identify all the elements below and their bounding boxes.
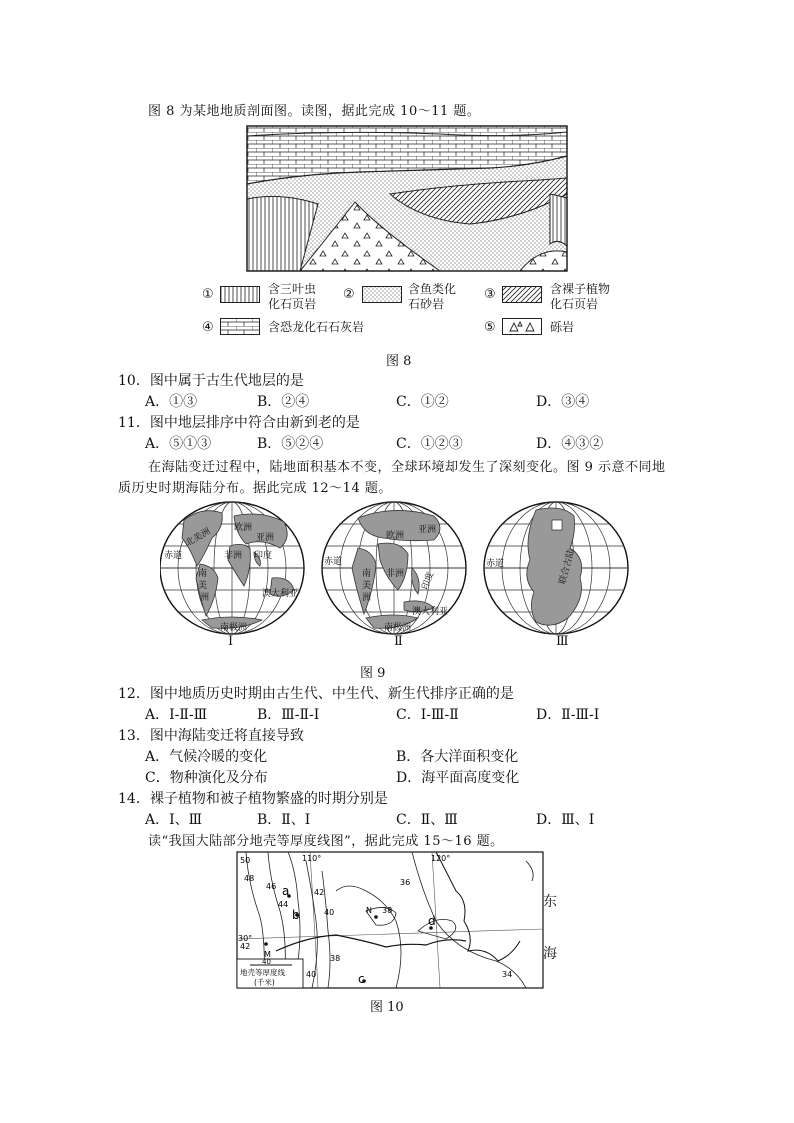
figure-8-caption: 图 8 bbox=[386, 354, 412, 369]
contour-label-42b: 42 bbox=[240, 942, 251, 951]
globe1-label-asia: 亚洲 bbox=[256, 533, 275, 543]
globe2-numeral: Ⅱ bbox=[394, 634, 403, 649]
globe3-label-pangaea: 联合古陆 bbox=[557, 548, 577, 586]
q14-option-c[interactable]: C．Ⅱ、Ⅲ bbox=[396, 812, 458, 828]
globe1-numeral: Ⅰ bbox=[228, 634, 234, 649]
legend-sample-value: 40 bbox=[262, 958, 271, 966]
contour-label-38: 38 bbox=[382, 906, 393, 915]
q11-option-d[interactable]: D．④③② bbox=[536, 436, 604, 452]
globe2-label-america: 美 bbox=[362, 581, 372, 591]
contour-label-34: 34 bbox=[502, 970, 513, 979]
legend-swatch-brick bbox=[220, 318, 260, 335]
geologic-section-figure bbox=[240, 124, 570, 274]
q10-option-c[interactable]: C．①② bbox=[396, 394, 449, 410]
point-a-label: a bbox=[282, 884, 290, 898]
contour-label-42: 42 bbox=[314, 888, 325, 897]
question-11-stem: 11．图中地层排序中符合由新到老的是 bbox=[118, 415, 360, 431]
question-10-stem: 10．图中属于古生代地层的是 bbox=[118, 373, 304, 389]
globe1-label-antarctica: 南极洲 bbox=[220, 623, 248, 633]
q13-option-a[interactable]: A．气候冷暖的变化 bbox=[145, 749, 268, 765]
point-b-label: b bbox=[292, 908, 300, 922]
contour-label-44: 44 bbox=[278, 900, 289, 909]
lat-30-label: 30° bbox=[238, 934, 253, 943]
contour-label-46: 46 bbox=[266, 882, 277, 891]
contour-label-38b: 38 bbox=[330, 954, 341, 963]
intro-text-2a: 在海陆变迁过程中，陆地面积基本不变，全球环境却发生了深刻变化。图 9 示意不同地 bbox=[148, 460, 666, 475]
legend-title: 地壳等厚度线 bbox=[240, 968, 285, 977]
globe1-label-europe: 欧洲 bbox=[234, 523, 253, 533]
q12-option-c[interactable]: C．Ⅰ-Ⅲ-Ⅱ bbox=[396, 707, 459, 723]
q11-option-b[interactable]: B．⑤②④ bbox=[257, 436, 324, 452]
intro-text-1: 图 8 为某地地质剖面图。读图，据此完成 10～11 题。 bbox=[148, 104, 481, 119]
globe1-label-australia: 澳大利亚 bbox=[262, 589, 299, 599]
globe2-label-india: 印度 bbox=[420, 570, 437, 592]
q13-option-b[interactable]: B．各大洋面积变化 bbox=[396, 749, 519, 765]
fig8-legend bbox=[198, 284, 638, 344]
legend-num-2: ② bbox=[343, 287, 355, 302]
question-12-stem: 12．图中地质历史时期由古生代、中生代、新生代排序正确的是 bbox=[118, 686, 514, 702]
legend-swatch-vertical-lines bbox=[220, 286, 260, 303]
legend-num-4: ④ bbox=[202, 320, 214, 335]
point-d-label: d bbox=[428, 914, 436, 928]
globe1-label-india: 印度 bbox=[254, 551, 273, 561]
legend-swatch-dots bbox=[362, 286, 402, 303]
crust-thickness-map bbox=[236, 851, 548, 991]
legend-label-2: 含鱼类化 石砂岩 bbox=[408, 282, 457, 311]
legend-swatch-triangles bbox=[502, 318, 542, 335]
legend-num-1: ① bbox=[202, 287, 214, 302]
legend-label-3: 含裸子植物 化石页岩 bbox=[550, 282, 611, 311]
globe2-label-africa: 非洲 bbox=[386, 569, 405, 579]
q14-option-b[interactable]: B．Ⅱ、Ⅰ bbox=[257, 812, 311, 828]
q14-option-d[interactable]: D．Ⅲ、Ⅰ bbox=[536, 812, 595, 828]
globe3-numeral: Ⅲ bbox=[556, 634, 569, 649]
point-n-label: N bbox=[366, 906, 372, 915]
legend-label-4: 含恐龙化石石灰岩 bbox=[268, 320, 365, 334]
q10-option-a[interactable]: A．①③ bbox=[145, 394, 198, 410]
contour-label-40b: 40 bbox=[306, 970, 317, 979]
globe2-label-antarctica: 南极洲 bbox=[384, 623, 412, 633]
legend-label-5: 砾岩 bbox=[550, 320, 575, 334]
q10-option-b[interactable]: B．②④ bbox=[257, 394, 310, 410]
globe-III bbox=[484, 502, 628, 634]
q13-option-c[interactable]: C．物种演化及分布 bbox=[145, 770, 268, 786]
question-13-stem: 13．图中海陆变迁将直接导致 bbox=[118, 728, 304, 744]
globe2-equator-label: 赤道 bbox=[324, 557, 343, 567]
globe2-label-continent: 洲 bbox=[362, 593, 372, 603]
globe2-label-australia: 澳大利亚 bbox=[412, 607, 449, 617]
q13-option-d[interactable]: D．海平面高度变化 bbox=[396, 770, 520, 786]
globe2-label-europe: 欧洲 bbox=[386, 531, 405, 541]
figure-10-caption: 图 10 bbox=[370, 1000, 404, 1015]
legend-unit: (千米) bbox=[254, 978, 275, 987]
question-14-stem: 14．裸子植物和被子植物繁盛的时期分别是 bbox=[118, 791, 388, 807]
q11-option-c[interactable]: C．①②③ bbox=[396, 436, 463, 452]
globe-I bbox=[160, 502, 304, 634]
legend-label-1: 含三叶虫 化石页岩 bbox=[268, 282, 317, 311]
lon-120-label: 120° bbox=[431, 854, 451, 863]
globe1-label-continent: 洲 bbox=[200, 593, 210, 603]
legend-swatch-diagonal bbox=[502, 286, 542, 303]
legend-num-3: ③ bbox=[484, 287, 496, 302]
sea-label-east: 东 bbox=[543, 894, 557, 910]
point-m-label: M bbox=[264, 950, 271, 959]
globe1-label-america: 美 bbox=[198, 581, 208, 591]
q12-option-a[interactable]: A．Ⅰ-Ⅱ-Ⅲ bbox=[145, 707, 208, 723]
globe1-label-south: 南 bbox=[198, 569, 208, 579]
figure-9-caption: 图 9 bbox=[360, 666, 386, 681]
globe3-equator-label: 赤道 bbox=[486, 559, 505, 569]
globe1-equator-label: 赤道 bbox=[164, 551, 183, 561]
sea-label-sea: 海 bbox=[543, 946, 557, 962]
contour-label-40: 40 bbox=[324, 908, 335, 917]
contour-label-36: 36 bbox=[400, 878, 411, 887]
q10-option-d[interactable]: D．③④ bbox=[536, 394, 590, 410]
legend-num-5: ⑤ bbox=[484, 320, 496, 335]
globe2-label-asia: 亚洲 bbox=[418, 525, 437, 535]
globe1-label-north-america: 北美洲 bbox=[184, 526, 213, 549]
lon-110-label: 110° bbox=[302, 854, 322, 863]
q12-option-d[interactable]: D．Ⅱ-Ⅲ-Ⅰ bbox=[536, 707, 600, 723]
globe1-label-africa: 非洲 bbox=[224, 551, 243, 561]
contour-label-50: 50 bbox=[240, 856, 251, 865]
point-c-label: c bbox=[358, 972, 365, 986]
intro-text-2b: 质历史时期海陆分布。据此完成 12～14 题。 bbox=[118, 481, 392, 496]
q11-option-a[interactable]: A．⑤①③ bbox=[145, 436, 212, 452]
contour-label-48: 48 bbox=[244, 874, 255, 883]
q14-option-a[interactable]: A．Ⅰ、Ⅲ bbox=[145, 812, 203, 828]
globe2-label-south: 南 bbox=[362, 569, 372, 579]
q12-option-b[interactable]: B．Ⅲ-Ⅱ-Ⅰ bbox=[257, 707, 320, 723]
intro-text-3: 读“我国大陆部分地壳等厚度线图”，据此完成 15～16 题。 bbox=[148, 834, 504, 849]
